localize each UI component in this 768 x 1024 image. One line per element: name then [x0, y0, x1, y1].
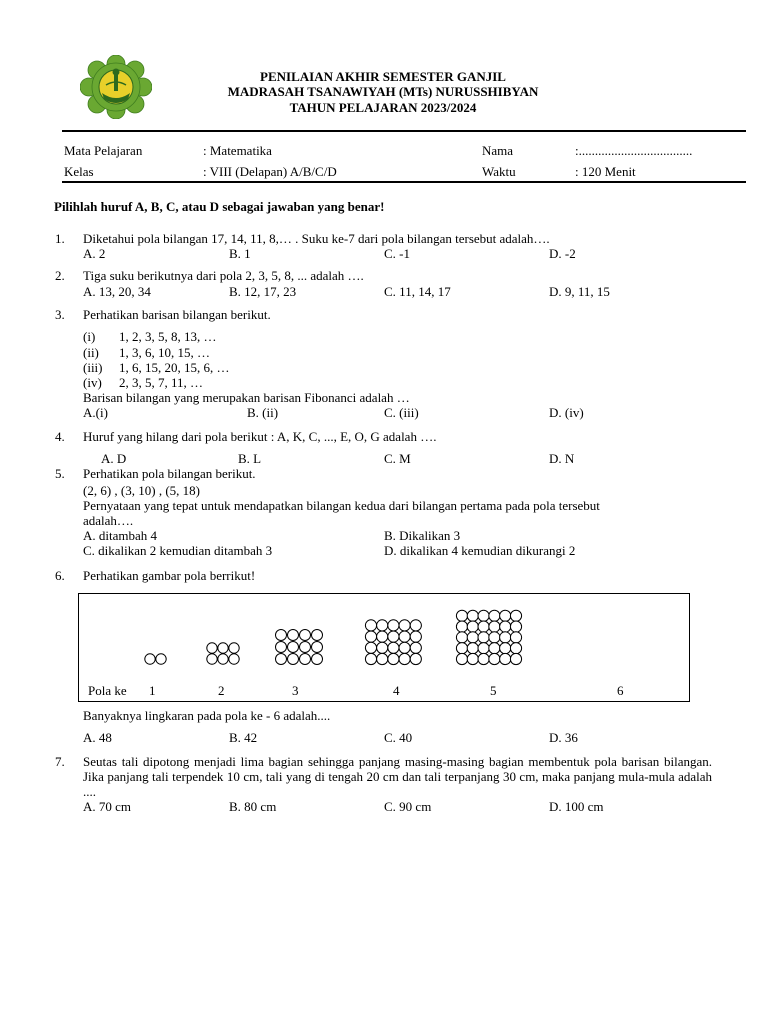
pattern-circle — [377, 642, 388, 653]
q2-option-a: A. 13, 20, 34 — [83, 284, 151, 299]
pattern-number: 4 — [393, 683, 400, 698]
pattern-circle — [145, 654, 155, 664]
pattern-circle — [365, 653, 376, 664]
name-field: :................................... — [575, 143, 693, 158]
pattern-circle — [276, 642, 287, 653]
pattern-circle — [300, 630, 311, 641]
pattern-circle — [489, 643, 500, 654]
pattern-number: 3 — [292, 683, 299, 698]
circle-pattern-4 — [365, 620, 421, 665]
academic-year: TAHUN PELAJARAN 2023/2024 — [289, 100, 477, 115]
pattern-circle — [377, 631, 388, 642]
q1-option-c: C. -1 — [384, 246, 410, 261]
q7-option-a: A. 70 cm — [83, 799, 132, 814]
pattern-circle — [489, 610, 500, 621]
q7-text: Seutas tali dipotong menjadi lima bagian sehingga panjang masing-masing bagian membentuk pola barisan bilangan. Jika panjang tali terpendek 10 cm, tali yang di tengah 20 cm dan tali terpanjang 30 cm, maka panjang mula-mula adalah .... — [83, 754, 712, 799]
q2-option-d: D. 9, 11, 15 — [549, 284, 610, 299]
subject-value: : Matematika — [203, 143, 272, 158]
q4-option-b: B. L — [238, 451, 262, 466]
q5-option-c: C. dikalikan 2 kemudian ditambah 3 — [83, 543, 273, 558]
q6-question: Banyaknya lingkaran pada pola ke - 6 adalah.... — [83, 708, 331, 723]
pattern-circle — [510, 643, 521, 654]
pattern-label: Pola ke — [88, 683, 127, 698]
pattern-circle — [500, 653, 511, 664]
q1-number: 1. — [55, 231, 65, 246]
pattern-circle — [478, 653, 489, 664]
pattern-circle — [510, 632, 521, 643]
pattern-circle — [456, 643, 467, 654]
circle-pattern-figure — [78, 593, 690, 702]
pattern-circle — [489, 621, 500, 632]
q6-text: Perhatikan gambar pola berrikut! — [83, 568, 256, 583]
q3-option-a: A.(i) — [83, 405, 108, 420]
q6-option-a: A. 48 — [83, 730, 112, 745]
school-name: MADRASAH TSANAWIYAH (MTs) NURUSSHIBYAN — [227, 84, 539, 99]
pattern-circle — [288, 654, 299, 665]
pattern-circle — [456, 653, 467, 664]
pattern-circle — [288, 642, 299, 653]
time-label: Waktu — [482, 164, 516, 179]
pattern-circle — [288, 630, 299, 641]
q3-option-d: D. (iv) — [549, 405, 584, 420]
pattern-circle — [207, 643, 217, 653]
q5-option-d: D. dikalikan 4 kemudian dikurangi 2 — [384, 543, 576, 558]
q2-text: Tiga suku berikutnya dari pola 2, 3, 5, 8, ... adalah …. — [83, 268, 364, 283]
pattern-circle — [410, 631, 421, 642]
school-logo-icon — [80, 55, 152, 119]
pattern-circle — [365, 631, 376, 642]
pattern-circle — [377, 653, 388, 664]
q4-option-c: C. M — [384, 451, 411, 466]
pattern-circle — [156, 654, 166, 664]
pattern-circle — [489, 632, 500, 643]
pattern-circle — [456, 632, 467, 643]
pattern-circle — [399, 631, 410, 642]
q3-item-seq: 1, 6, 15, 20, 15, 6, … — [119, 360, 230, 375]
q5-pairs: (2, 6) , (3, 10) , (5, 18) — [83, 483, 200, 498]
pattern-circle — [276, 654, 287, 665]
q1-option-b: B. 1 — [229, 246, 251, 261]
pattern-circle — [229, 654, 239, 664]
pattern-circle — [489, 653, 500, 664]
pattern-circle — [300, 642, 311, 653]
q3-text: Perhatikan barisan bilangan berikut. — [83, 307, 271, 322]
pattern-circle — [229, 643, 239, 653]
time-value: : 120 Menit — [575, 164, 636, 179]
q3-item-label: (iv) — [83, 375, 102, 390]
q5-question-line2: adalah…. — [83, 513, 134, 528]
subject-label: Mata Pelajaran — [64, 143, 143, 158]
pattern-circle — [467, 610, 478, 621]
pattern-circle — [300, 654, 311, 665]
pattern-circle — [478, 632, 489, 643]
pattern-circle — [388, 642, 399, 653]
q3-number: 3. — [55, 307, 65, 322]
q2-option-c: C. 11, 14, 17 — [384, 284, 451, 299]
q7-number: 7. — [55, 754, 65, 769]
class-value: : VIII (Delapan) A/B/C/D — [203, 164, 337, 179]
q1-option-d: D. -2 — [549, 246, 576, 261]
pattern-circle — [312, 654, 323, 665]
pattern-circle — [399, 620, 410, 631]
q7-option-b: B. 80 cm — [229, 799, 277, 814]
pattern-circle — [207, 654, 217, 664]
q1-option-a: A. 2 — [83, 246, 106, 261]
pattern-number: 2 — [218, 683, 225, 698]
q4-option-a: A. D — [101, 451, 127, 466]
q6-option-d: D. 36 — [549, 730, 578, 745]
pattern-circle — [388, 631, 399, 642]
pattern-circle — [456, 621, 467, 632]
pattern-circle — [456, 610, 467, 621]
q4-number: 4. — [55, 429, 65, 444]
exam-title: PENILAIAN AKHIR SEMESTER GANJIL — [260, 69, 506, 84]
q3-item-seq: 1, 3, 6, 10, 15, … — [119, 345, 210, 360]
pattern-circle — [500, 643, 511, 654]
pattern-circle — [410, 642, 421, 653]
pattern-number: 6 — [617, 683, 624, 698]
q7-option-d: D. 100 cm — [549, 799, 604, 814]
q6-option-c: C. 40 — [384, 730, 413, 745]
pattern-circle — [467, 653, 478, 664]
header-divider-top — [62, 130, 746, 132]
pattern-circle — [312, 642, 323, 653]
pattern-circle — [218, 643, 228, 653]
pattern-circle — [478, 610, 489, 621]
circle-pattern-2 — [207, 643, 239, 664]
pattern-circle — [510, 621, 521, 632]
q3-item-seq: 1, 2, 3, 5, 8, 13, … — [119, 329, 217, 344]
q3-item-label: (iii) — [83, 360, 103, 375]
q3-question: Barisan bilangan yang merupakan barisan Fibonanci adalah … — [83, 390, 410, 405]
pattern-circle — [388, 620, 399, 631]
q6-number: 6. — [55, 568, 65, 583]
q3-item-seq: 2, 3, 5, 7, 11, … — [119, 375, 204, 390]
pattern-circle — [410, 653, 421, 664]
pattern-circle — [365, 620, 376, 631]
q5-option-b: B. Dikalikan 3 — [384, 528, 461, 543]
q5-number: 5. — [55, 466, 65, 481]
q4-text: Huruf yang hilang dari pola berikut : A, K, C, ..., E, O, G adalah …. — [83, 429, 437, 444]
pattern-circle — [510, 610, 521, 621]
name-label: Nama — [482, 143, 514, 158]
pattern-circle — [399, 642, 410, 653]
class-label: Kelas — [64, 164, 94, 179]
pattern-circle — [467, 632, 478, 643]
pattern-circle — [388, 653, 399, 664]
pattern-circle — [399, 653, 410, 664]
pattern-circle — [276, 630, 287, 641]
pattern-circle — [365, 642, 376, 653]
pattern-number: 5 — [490, 683, 497, 698]
circle-pattern-svg — [79, 594, 689, 701]
pattern-circle — [218, 654, 228, 664]
q2-option-b: B. 12, 17, 23 — [229, 284, 297, 299]
q1-text: Diketahui pola bilangan 17, 14, 11, 8,… . Suku ke-7 dari pola bilangan tersebut adalah…. — [83, 231, 550, 246]
pattern-circle — [500, 621, 511, 632]
header-divider-bottom — [62, 181, 746, 183]
pattern-circle — [478, 621, 489, 632]
pattern-circle — [410, 620, 421, 631]
q3-option-b: B. (ii) — [247, 405, 279, 420]
circle-pattern-3 — [276, 630, 323, 665]
pattern-number: 1 — [149, 683, 156, 698]
pattern-circle — [377, 620, 388, 631]
instruction: Pilihlah huruf A, B, C, atau D sebagai jawaban yang benar! — [54, 199, 385, 214]
q3-item-label: (ii) — [83, 345, 99, 360]
circle-pattern-5 — [456, 610, 521, 664]
q3-option-c: C. (iii) — [384, 405, 419, 420]
circle-pattern-1 — [145, 654, 166, 664]
pattern-circle — [478, 643, 489, 654]
q5-question-line1: Pernyataan yang tepat untuk mendapatkan bilangan kedua dari bilangan pertama pada pola tersebut — [83, 498, 600, 513]
pattern-circle — [467, 643, 478, 654]
pattern-circle — [500, 610, 511, 621]
q4-option-d: D. N — [549, 451, 575, 466]
pattern-circle — [510, 653, 521, 664]
pattern-circle — [312, 630, 323, 641]
q2-number: 2. — [55, 268, 65, 283]
q5-text: Perhatikan pola bilangan berikut. — [83, 466, 256, 481]
pattern-circle — [500, 632, 511, 643]
q6-option-b: B. 42 — [229, 730, 258, 745]
q5-option-a: A. ditambah 4 — [83, 528, 158, 543]
q7-option-c: C. 90 cm — [384, 799, 432, 814]
pattern-circle — [467, 621, 478, 632]
q3-item-label: (i) — [83, 329, 96, 344]
